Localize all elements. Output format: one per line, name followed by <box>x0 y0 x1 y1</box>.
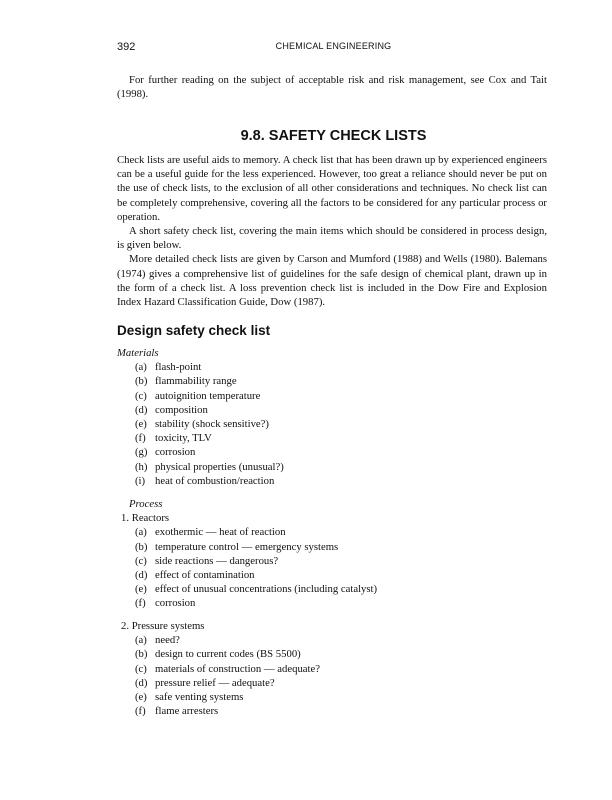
pressure-systems-list <box>117 619 320 718</box>
materials-list <box>117 346 284 488</box>
list-item: (d) pressure relief — adequate? <box>135 676 275 689</box>
list-item: (h) physical properties (unusual?) <box>135 460 284 473</box>
list-item: (a) exothermic — heat of reaction <box>135 526 286 539</box>
list-item: (a) flash-point <box>135 361 202 374</box>
list-item: (e) effect of unusual concentrations (including catalyst) <box>135 583 378 596</box>
list-item: (c) materials of construction — adequate? <box>135 662 320 675</box>
running-title: CHEMICAL ENGINEERING <box>275 41 392 51</box>
list-item: (d) effect of contamination <box>135 569 255 582</box>
list-item: (f) toxicity, TLV <box>135 432 212 445</box>
intro-paragraph-block <box>117 73 547 101</box>
list-item: (b) temperature control — emergency systems <box>135 540 339 553</box>
section-paragraph-1: Check lists are useful aids to memory. A check list that has been drawn up by experienced engineers can be a useful guide for the less experienced. However, too great a reliance should never be put on the use of check lists, to the exclusion of all other considerations and techniques. No check list can be completely comprehensive, covering all the factors to be considered for any particular process or operation. <box>117 154 547 223</box>
section-title: 9.8. SAFETY CHECK LISTS <box>240 128 427 144</box>
list-item: (c) side reactions — dangerous? <box>135 554 279 567</box>
list-item: (e) safe venting systems <box>135 691 244 704</box>
page-number: 392 <box>117 41 136 53</box>
list-item: (e) stability (shock sensitive?) <box>135 418 269 431</box>
section-body <box>117 153 547 309</box>
list-item: (b) design to current codes (BS 5500) <box>135 648 301 661</box>
list-item: (i) heat of combustion/reaction <box>135 474 275 487</box>
list-item: (d) composition <box>135 403 208 416</box>
materials-heading: Materials <box>117 347 159 359</box>
checklist-title: Design safety check list <box>117 323 271 338</box>
intro-paragraph: For further reading on the subject of acceptable risk and risk management, see Cox and Tait (1998). <box>117 74 547 101</box>
list-item: (b) flammability range <box>135 375 237 388</box>
section-paragraph-3: More detailed check lists are given by Carson and Mumford (1988) and Wells (1980). Balemans (1974) gives a comprehensive list of guidelines for the safe design of chemical plant, drawn up in the form of a check list. A loss prevention check list is included in the Dow Fire and Explosion Index Hazard Classification Guide, Dow (1987). <box>117 253 547 309</box>
section-paragraph-2: A short safety check list, covering the main items which should be considered in process design, is given below. <box>117 225 547 252</box>
list-item: (a) need? <box>135 634 180 647</box>
list-item: (c) autoignition temperature <box>135 389 261 402</box>
list-item: (f) flame arresters <box>135 705 219 718</box>
list-item: (g) corrosion <box>135 446 196 459</box>
process-heading: Process <box>129 498 163 510</box>
process-group-title: 1. Reactors <box>121 512 170 525</box>
list-item: (f) corrosion <box>135 597 196 610</box>
process-group-title: 2. Pressure systems <box>121 620 205 632</box>
process-list <box>117 497 377 611</box>
